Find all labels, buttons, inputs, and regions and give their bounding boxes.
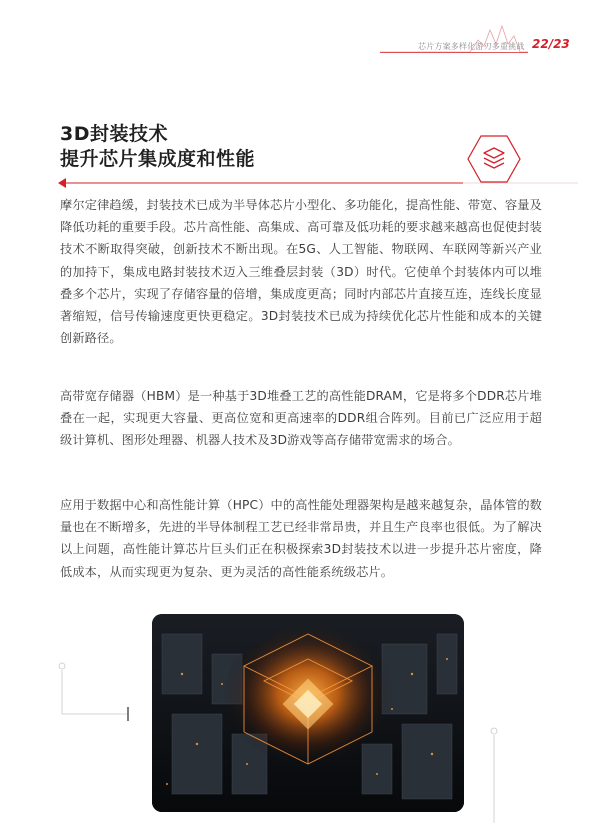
chip-image (152, 614, 464, 812)
paragraph-hpc: 应用于数据中心和高性能计算（HPC）中的高性能处理器架构是越来越复杂，晶体管的数量也在不断增多，先进的半导体制程工艺已经非常昂贵，并且生产良率也很低。为了解决以上问题，高性能计算芯片巨头们正在积极探索3D封装技术以进一步提升芯片密度，降低成本，从而实现更为复杂、更为灵活的高性能系统级芯片。 (60, 498, 542, 579)
section-title (60, 122, 255, 172)
header-series-title: 芯片方案多样化游刃多重挑战 (418, 42, 525, 51)
paragraph-hbm: 高带宽存储器（HBM）是一种基于3D堆叠工艺的高性能DRAM，它是将多个DDR芯片堆叠在一起，实现更大容量、更高位宽和更高速率的DDR组合阵列。目前已广泛应用于超级计算机、图形处理器、机器人技术及3D游戏等高存储带宽需求的场合。 (60, 389, 542, 448)
chip-illustration (152, 614, 464, 812)
layers-icon (467, 134, 521, 184)
title-line-1: 3D封装技术 (60, 123, 168, 145)
page-number: 22/23 (532, 37, 570, 51)
paragraph-intro: 摩尔定律趋缓，封装技术已成为半导体芯片小型化、多功能化，提高性能、带宽、容量及降低功耗的重要手段。芯片高性能、高集成、高可靠及低功耗的要求越来越高也促使封装技术不断取得突破，创新技术不断出现。在5G、人工智能、物联网、车联网等新兴产业的加持下，集成电路封装技术迈入三维叠层封装（3D）时代。它使单个封装体内可以堆叠多个芯片，实现了存储容量的倍增，集成度更高；同时内部芯片直接互连，连线长度显著缩短，信号传输速度更快更稳定。3D封装技术已成为持续优化芯片性能和成本的关键创新路径。 (60, 198, 542, 346)
title-line-2: 提升芯片集成度和性能 (60, 148, 256, 170)
